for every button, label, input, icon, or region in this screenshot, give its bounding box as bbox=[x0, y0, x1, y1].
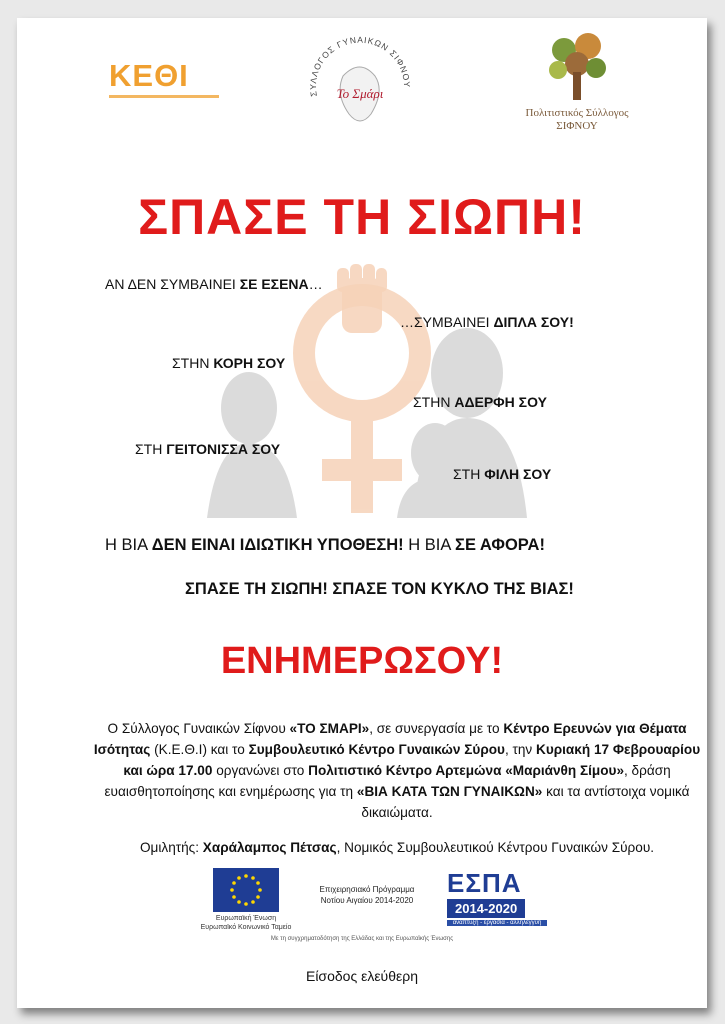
smari-logo-arc-text: ΣΥΛΛΟΓΟΣ ΓΥΝΑΙΚΩΝ ΣΙΦΝΟΥ bbox=[307, 36, 413, 98]
poem-line-2 bbox=[400, 314, 574, 330]
inform-heading: ΕΝΗΜΕΡΩΣΟΥ! bbox=[220, 640, 504, 682]
poem-line-3 bbox=[172, 355, 285, 371]
espa-logo bbox=[447, 868, 557, 926]
poem-line-1-bold: ΣΕ ΕΣΕΝΑ bbox=[239, 276, 309, 292]
tree-icon bbox=[542, 28, 612, 102]
cofunding-note: Με τη συγχρηματοδότηση της Ελλάδας και της Ευρωπαϊκής Ένωσης bbox=[270, 936, 454, 942]
poem-line-5-text: ΣΤΗ bbox=[135, 441, 167, 457]
event-description bbox=[87, 718, 707, 823]
poem-line-5 bbox=[135, 441, 280, 457]
break-cycle-line: ΣΠΑΣΕ ΤΗ ΣΙΩΠΗ! ΣΠΑΣΕ ΤΟΝ ΚΥΚΛΟ ΤΗΣ ΒΙΑΣ! bbox=[185, 580, 574, 598]
poster bbox=[17, 18, 707, 1008]
poem-line-6-text: ΣΤΗ bbox=[453, 466, 485, 482]
espa-years: 2014-2020 bbox=[447, 899, 525, 918]
poem-line-6 bbox=[453, 466, 551, 482]
eu-flag-icon bbox=[213, 868, 279, 912]
speaker-role: , Νομικός Συμβουλευτικού Κέντρου Γυναικών Σύρου. bbox=[336, 840, 655, 855]
kethi-logo bbox=[109, 58, 219, 98]
cultural-association-logo bbox=[507, 28, 647, 133]
espa-word: ΕΣΠΑ bbox=[447, 868, 522, 898]
body-text-4: , την bbox=[504, 742, 537, 757]
headline: ΣΠΑΣΕ ΤΗ ΣΙΩΠΗ! bbox=[138, 189, 586, 245]
cultural-association-name-1: Πολιτιστικός Σύλλογος bbox=[525, 107, 629, 119]
poem-line-3-text: ΣΤΗΝ bbox=[172, 355, 214, 371]
poem-line-1 bbox=[105, 276, 323, 292]
poem-line-6-bold: ΦΙΛΗ ΣΟΥ bbox=[484, 466, 552, 482]
poem-line-4 bbox=[413, 394, 547, 410]
body-bold-2: Κέντρο Ερευνών για Θέματα Ισότητας bbox=[93, 721, 687, 757]
poem-line-2-bold: ΔΙΠΛΑ ΣΟΥ! bbox=[493, 314, 574, 330]
statement-part-4: ΣΕ ΑΦΟΡΑ! bbox=[455, 536, 545, 554]
smari-logo-name: Το Σμάρι bbox=[336, 86, 384, 101]
body-text-2: , σε συνεργασία με το bbox=[369, 721, 504, 736]
kethi-logo-underline bbox=[109, 95, 219, 98]
free-entry: Είσοδος ελεύθερη bbox=[305, 968, 418, 984]
body-bold-5: Πολιτιστικό Κέντρο Αρτεμώνα «Μαριάνθη Σίμου» bbox=[308, 763, 624, 778]
poem-line-4-bold: ΑΔΕΡΦΗ ΣΟΥ bbox=[454, 394, 547, 410]
poem-line-3-bold: ΚΟΡΗ ΣΟΥ bbox=[213, 355, 286, 371]
eu-label-2: Ευρωπαϊκό Κοινωνικό Ταμείο bbox=[200, 924, 292, 931]
body-bold-3: Συμβουλευτικό Κέντρο Γυναικών Σύρου bbox=[248, 742, 505, 757]
body-text-1: Ο Σύλλογος Γυναικών Σίφνου bbox=[107, 721, 290, 736]
speaker-label: Ομιλητής: bbox=[139, 840, 203, 855]
eu-label-1: Ευρωπαϊκή Ένωση bbox=[215, 915, 277, 922]
body-text-5: οργανώνει στο bbox=[212, 763, 309, 778]
speaker-line bbox=[87, 840, 707, 855]
body-bold-4: Κυριακή 17 Φεβρουαρίου και ώρα 17.00 bbox=[123, 742, 701, 778]
program-label-2: Νοτίου Αιγαίου 2014-2020 bbox=[320, 896, 414, 905]
raised-fist-icon bbox=[337, 264, 387, 333]
espa-tagline: ανάπτυξη - εργασία - αλληλεγγύη bbox=[447, 920, 547, 926]
program-label-1: Επιχειρησιακό Πρόγραμμα bbox=[319, 885, 415, 894]
poem-line-1-ellipsis: … bbox=[308, 276, 323, 292]
body-bold-6: «ΒΙΑ ΚΑΤΑ ΤΩΝ ΓΥΝΑΙΚΩΝ» bbox=[356, 784, 543, 799]
statement-part-3: Η ΒΙΑ bbox=[403, 536, 456, 554]
statement-part-2: ΔΕΝ ΕΙΝΑΙ ΙΔΙΩΤΙΚΗ ΥΠΟΘΕΣΗ! bbox=[151, 536, 404, 554]
poem-line-1-text: ΑΝ ΔΕΝ ΣΥΜΒΑΙΝΕΙ bbox=[105, 276, 240, 292]
program-label bbox=[297, 884, 437, 906]
body-bold-1: «ΤΟ ΣΜΑΡΙ» bbox=[289, 721, 370, 736]
poem-line-2-text: …ΣΥΜΒΑΙΝΕΙ bbox=[400, 314, 494, 330]
statement-part-1: Η ΒΙΑ bbox=[105, 536, 152, 554]
body-text-6: , δράση ευαισθητοποίησης και ενημέρωσης για τη bbox=[104, 763, 671, 799]
body-text-7: και τα αντίστοιχα νομικά δικαιώματα. bbox=[361, 784, 690, 820]
smari-logo bbox=[305, 36, 415, 146]
speaker-name: Χαράλαμπος Πέτσας bbox=[202, 840, 337, 855]
violence-statement bbox=[105, 536, 545, 555]
cultural-association-name-2: ΣΙΦΝΟΥ bbox=[556, 120, 598, 132]
poem-line-5-bold: ΓΕΙΤΟΝΙΣΣΑ ΣΟΥ bbox=[166, 441, 281, 457]
eu-label bbox=[189, 914, 303, 932]
body-text-3: (Κ.Ε.Θ.Ι) και το bbox=[150, 742, 249, 757]
kethi-logo-text: ΚΕΘΙ bbox=[109, 58, 189, 93]
poem-line-4-text: ΣΤΗΝ bbox=[413, 394, 455, 410]
